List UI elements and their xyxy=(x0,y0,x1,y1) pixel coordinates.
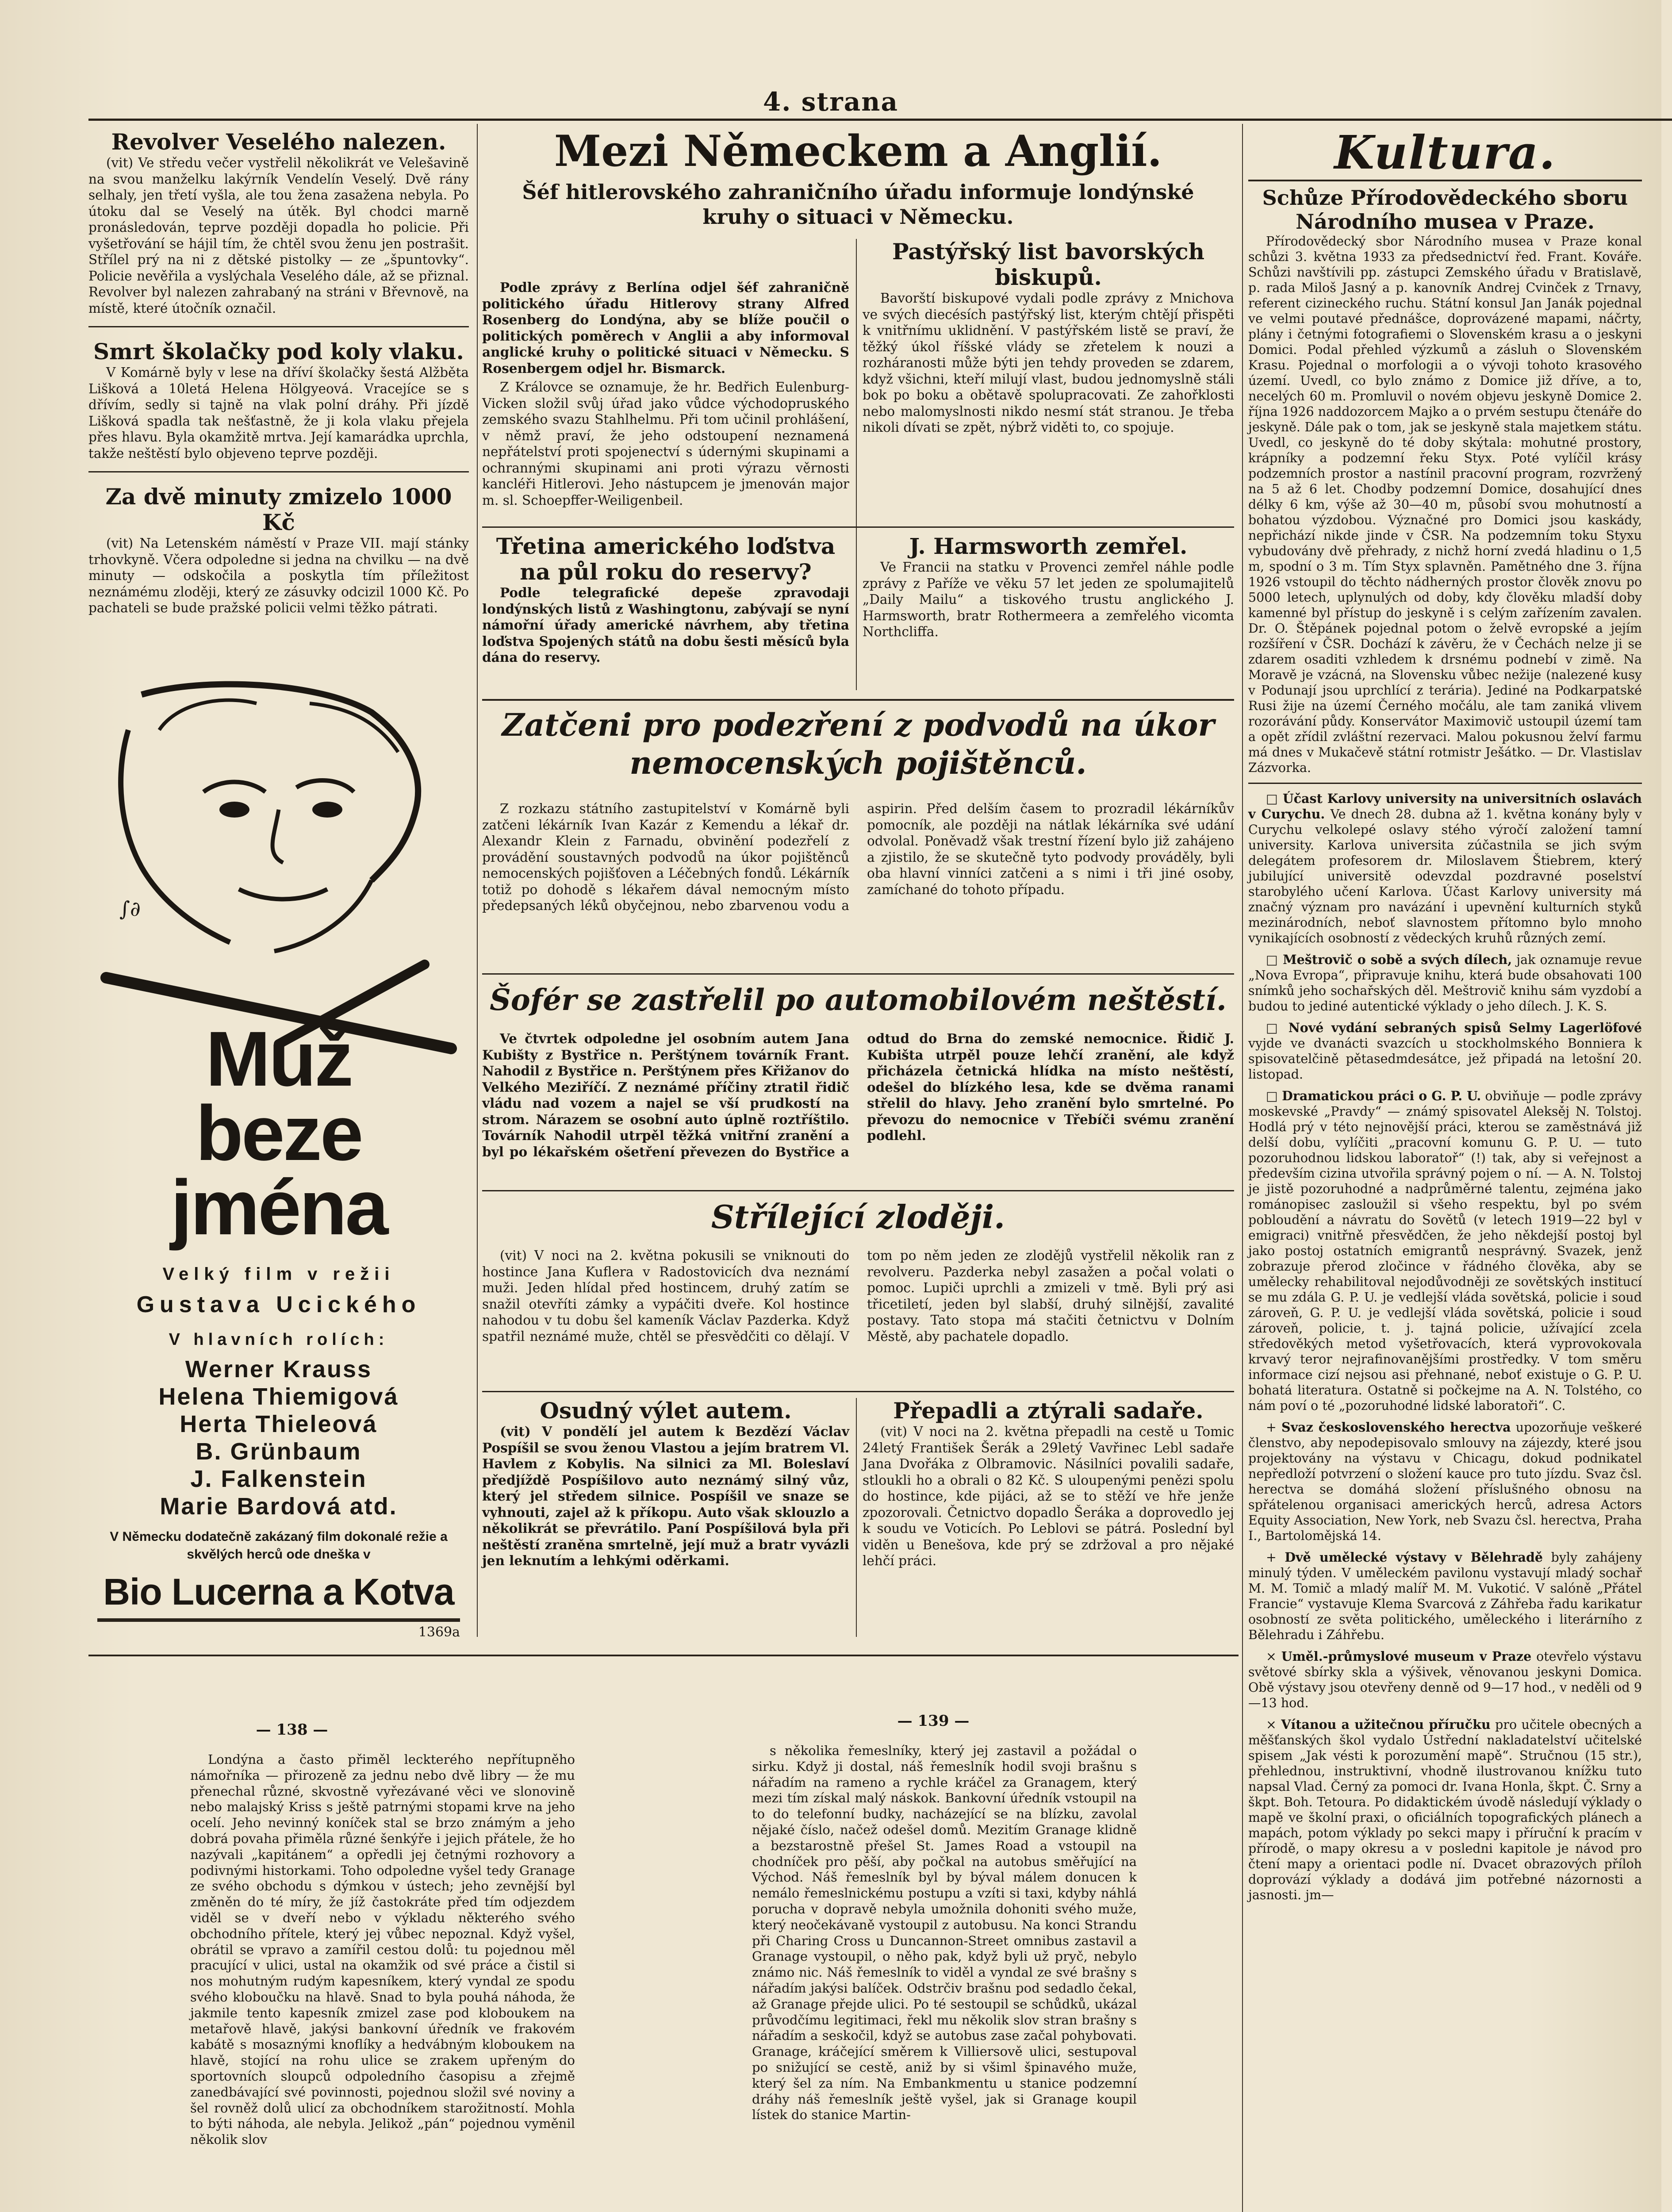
divider xyxy=(88,471,469,472)
ad-director-label: Velký film v režii xyxy=(162,1264,395,1284)
article-body: (vit) Ve středu večer vystřelil několikrát ve Velešavině na svou manželku lakýrník Vendelín Veselý. Dvě rány selhaly, jen třetí vyšla, ale tou žena zasažena nebyla. Po útoku dal se Veselý na útěk. Byl chodci marně pronásledován, teprve později dopadla ho policie. Při vyšetřování se hájil tím, že chtěl svou ženu jen postrašit. Střílel prý na ni z dětské pistolky — ze „špuntovky“. Policie nevěřila a vyslýchala Veselého dále, až se přiznal. Revolver byl nalezen zahrabaný na stráni v Břevnově, na místě, které útočník označil. xyxy=(88,155,469,316)
culture-news-item xyxy=(1248,1649,1642,1711)
divider xyxy=(482,973,1234,975)
article-title: J. Harmsworth zemřel. xyxy=(909,533,1188,559)
culture-header: Kultura. xyxy=(1334,125,1556,180)
article-title: Schůze Přírodovědeckého sboru Národního musea v Praze. xyxy=(1262,186,1628,234)
culture-news-list xyxy=(1248,791,1642,1903)
article-title: Šofér se zastřelil po automobilovém neštěstí. xyxy=(490,983,1227,1017)
svg-text:∫∂: ∫∂ xyxy=(119,897,141,921)
serial-text: s několika řemeslníky, který jej zastavil a požádal o sirku. Když ji dostal, náš řemeslník hodil svoji brašnu s nářadím na rameno a rychle kráčel za Granagem, který mezi tím získal malý náskok. Bankovní úředník vstoupil na to do telefonní budky, nacházející se na blízku, zavolal nějaké číslo, načež odešel domů. Mezitím Granage klidně a bezstarostně přešel St. James Road a vstoupil na chodníček pro pěší, aby počkal na autobus směřující na Východ. Náš řemeslník byl by býval málem donucen k nemálo řemeslnickému postupu a vzíti si taxi, kdyby náhlá porucha v dopravě nebyla umožnila dohoniti svého muže, který neočekávaně vystoupil z autobusu. Na konci Strandu při Charing Cross u Duncannon-Street omnibus zastavil a Granage vystoupil, o něho pak, když byli už pryč, nebylo známo nic. Náš řemeslník to viděl a vyndal ze své brašny s nářadím jakýsi balíček. Odstrčiv brašnu pod sedadlo čekal, až Granage přejde ulici. Po té sestoupil se schůdků, ukázal průvodčímu legitimaci, řekl mu několik slov stran brašny s nářadím a seskočil, když se autobus zase začal pohybovati. Granage, kráčející směrem k Villiersově ulici, sestupoval po snižující se cestě, aniž by si všiml špinavého muže, který šel za ním. Na Embankmentu u stanice podzemní dráhy náš řemeslník ještě vyšel, jak si Granage koupil lístek do stanice Martin- xyxy=(752,1743,1137,2123)
main-body: Z Královce se oznamuje, že hr. Bedřich Eulenburg-Vicken složil svůj úřad jako vůdce východopruského zemského svazu Stahlhelmu. Při tom učinil prohlášení, v němž praví, že jeho odstoupení neznamená nepřátelství proti spojenectví s údernými skupinami a ochrannými skupinami ani proti výrazu věrnosti kancléři Hitlerovi. Jeho nástupcem je jmenován major m. sl. Schoepffer-Weiligenbeil. xyxy=(482,380,849,508)
film-advertisement xyxy=(88,677,469,1640)
culture-news-item xyxy=(1248,1550,1642,1643)
culture-item-body: upozorňuje veškeré členstvo, aby nepodepisovalo smlouvy na zájezdy, které jsou projektovány na výstavu v Chicagu, dokud podnikatel nepředloží potvrzení o složení kauce pro tuto jízdu. Svaz čsl. herectva se domáhá složení příslušného obnosu na spřátelenou organisaci amerických herců, adresa Actors Equity Association, New York, neb Svazu čsl. herectva, Praha I., Bartolomějská 14. xyxy=(1248,1420,1642,1543)
main-headline: Mezi Německem a Anglií. xyxy=(554,126,1162,176)
ad-cast-member: Herta Thieleová xyxy=(180,1411,378,1437)
divider xyxy=(482,699,1234,701)
ad-cast-member: Werner Krauss xyxy=(185,1356,372,1382)
article-title: Za dvě minuty zmizelo 1000 Kč xyxy=(105,484,452,535)
culture-news-item xyxy=(1248,791,1642,946)
culture-item-title: Dramatickou práci o G. P. U. xyxy=(1282,1088,1481,1103)
culture-item-body: jak oznamuje revue „Nova Evropa“, připravuje knihu, která bude obsahovati 100 snímků jeho sochařských děl. Meštrovič knihu sám vyzdobí a budou to jediné autentické výklady o jeho dílech. J. K. S. xyxy=(1248,952,1642,1014)
article-title: Zatčeni pro podezření z podvodů na úkor nemocenských pojištěnců. xyxy=(502,707,1215,781)
culture-item-title: Dvě umělecké výstavy v Bělehradě xyxy=(1285,1550,1543,1565)
ad-cast-member: Marie Bardová atd. xyxy=(160,1493,398,1520)
culture-item-title: Nové vydání sebraných spisů Selmy Lagerlöfové xyxy=(1288,1020,1642,1035)
portrait-illustration xyxy=(88,677,469,987)
top-rule xyxy=(88,119,1672,121)
divider xyxy=(482,1391,1234,1392)
article-body: Podle telegrafické depeše zpravodaji londýnských listů z Washingtonu, zabývají se nyní námořní úřady americké návrhem, aby třetina loďstva Spojených států na dobu šesti měsíců byla dána do reservy. xyxy=(482,585,849,665)
bullet-icon: □ xyxy=(1266,952,1283,967)
culture-item-body: Ve dnech 28. dubna až 1. května konány byly v Curychu velkolepé oslavy stého výročí založení tamní university. Karlova universita zúčastnila se jich svým delegátem profesorem dr. Miloslavem Štiebrem, který jubilující universitě odevzdal pozdravné poselství starobylého učení Karlova. Účast Karlovy university má značný význam pro navázání i upevnění kulturních styků mezinárodních, neboť slavnostem přítomno bylo mnoho vynikajících osobností z vědeckých kruhů různých zemí. xyxy=(1248,807,1642,945)
article-title: Střílející zloději. xyxy=(711,1198,1005,1236)
zatceni-article xyxy=(482,801,1234,987)
ad-note: V Německu dodatečně zakázaný film dokonalé režie a skvělých herců ode dneška v xyxy=(110,1529,448,1562)
divider xyxy=(482,1190,1234,1191)
serial-text: Londýna a často přiměl leckterého nepřítupněho námořníka — přirozeně za jednu nebo dvě libry — že mu přenechal různé, skvostně vyřezávané věci ve slonovině nebo malajský Kriss s ještě patrnými stopami krve na jeho ocelí. Jeho nevinný koníček stal se brzo známým a jeho dobrá povaha přiměla různé šenkýře i jejich přátele, že ho nazývali „kapitánem“ a opředli jej četnými rozhovory a podivnými historkami. Toho odpoledne vyšel tedy Granage ze svého obchodu s dýmkou v ústech; jeho zevnější byl změněn do té míry, že jíž častokráte před tím odjezdem viděl se v dveří nebo v výkladu některého svého obchodního přítele, který jej vůbec nepoznal. Když vyšel, obrátil se vpravo a zamířil cestou dolů: tu pojednou měl pracující v ulici, ustal na okamžik od své práce a čistil si nos mohutným rudým kapesníkem, který vyndal ze spodu svého kloboučku na hlavě. Snad to byla pouhá náhoda, že jakmile tento kapesník zmizel zase pod kloboukem na metařově hlavě, jakýsi bankovní úředník ve frakovém kabátě s mosaznými knoflíky a hedvábným kloboukem na hlavě, stojící na rohu ulice se zrakem upřeným do sportovních sloupců odpoledního časopisu a zřejmě zanedbávající své povinnosti, pojednou složil své noviny a šel rovněž dolů ulicí za obchodníkem starožitností. Mohla to býti náhoda, ale nebyla. Jelikož „pán“ pojednou vyměnil několik slov xyxy=(190,1752,575,2147)
culture-item-body: byly zahájeny minulý týden. V uměleckém pavilonu vystavují mladý sochař M. M. Tomič a mladý malíř M. M. Vukotić. V salóně „Přátel Francie“ vystavuje Klema Svarcová z Záhřeba řadu karikatur osobností ze světa politického, uměleckého i literárního z Bělehradu i Záhřebu. xyxy=(1248,1550,1642,1642)
article-body: Ve Francii na statku v Provenci zemřel náhle podle zprávy z Paříže ve věku 57 let jeden ze spolumajitelů „Daily Mailu“ a tiskového trustu anglického J. Harmsworth, bratr Rothermeera a zemřelého vicomta Northcliffa. xyxy=(863,560,1234,639)
divider xyxy=(482,526,1234,528)
article-title: Osudný výlet autem. xyxy=(540,1398,792,1424)
bullet-icon: □ xyxy=(1266,1089,1282,1103)
culture-news-item xyxy=(1248,1420,1642,1544)
column-rule xyxy=(1242,124,1243,2212)
culture-column xyxy=(1248,125,1642,2212)
divider xyxy=(88,1655,1239,1656)
article-title: Pastýřský list bavorských biskupů. xyxy=(892,238,1204,290)
ad-cast-member: J. Falkenstein xyxy=(190,1466,367,1492)
strilejici-headline xyxy=(482,1197,1234,1241)
prepadli-article xyxy=(863,1398,1234,1646)
page-header: 4. strana xyxy=(763,87,899,117)
culture-item-body: pro učitele obecných a měšťanských škol vydalo Ústřední nakladatelství učitelské spisem „Jak vésti k porozumění mapě“. Stručnou (15 str.), přehlednou, instruktivní, vhodně ilustrovanou knížku tuto napsal Vlad. Černý za pomoci dr. Ivana Honla, škpt. Č. Srny a škpt. Boh. Tetoura. Po didaktickém úvodě následují výklady o mapě ve školní praxi, o oficiálních topografických plánech a mapách, potom výklady po sekci mapy i příruční k pracím v přírodě, o mapy okresu a v posledni kapitole je návod pro čtení mapy a orientaci podle ní. Dvacet obrazových příloh doprovází výklady a dodává jim potřebné názornosti a jasnosti. jm— xyxy=(1248,1717,1642,1902)
culture-news-item xyxy=(1248,1088,1642,1413)
main-subtitle: Šéf hitlerovského zahraničního úřadu informuje londýnské kruhy o situaci v Německu. xyxy=(522,180,1194,229)
divider xyxy=(88,326,469,327)
culture-item-title: Uměl.-průmyslové museum v Praze xyxy=(1281,1649,1532,1664)
culture-item-body: otevřelo výstavu světové sbírky skla a výšivek, věnovanou jeskyni Domica. Obě výstavy jsou otevřeny denně od 9—17 hod., v neděli od 9—13 hod. xyxy=(1248,1649,1642,1710)
culture-news-item xyxy=(1248,952,1642,1014)
column-rule xyxy=(477,124,478,1637)
culture-news-item xyxy=(1248,1020,1642,1082)
bullet-icon: × xyxy=(1266,1717,1281,1732)
tretina-article xyxy=(482,534,849,702)
serial-page-number: — 138 — xyxy=(256,1721,328,1739)
sofer-headline xyxy=(482,980,1234,1025)
divider xyxy=(1248,180,1642,181)
bullet-icon: + xyxy=(1266,1550,1285,1565)
ad-cast-member: B. Grünbaum xyxy=(196,1438,362,1465)
ad-cast-member: Helena Thiemigová xyxy=(158,1383,399,1410)
divider xyxy=(1248,783,1642,784)
ad-cast-list xyxy=(88,1356,469,1520)
article-title: Smrt školačky pod koly vlaku. xyxy=(93,338,464,365)
bullet-icon: □ xyxy=(1266,1021,1289,1035)
harmsworth-article xyxy=(863,534,1234,702)
culture-item-title: Meštrovič o sobě a svých dílech, xyxy=(1283,952,1512,967)
ad-film-title: beze jména xyxy=(170,1090,387,1251)
sofer-article xyxy=(482,1031,1234,1217)
article-body: (vit) V pondělí jel autem k Bezdězí Václav Pospíšil se svou ženou Vlastou a jejím bratrem Vl. Havlem z Kobylis. Na silnici za Ml. Boleslaví předjíždě Pospíšilovo auto neznámý silný vůz, který jel středem silnice. Pospíšil ve snaze se vyhnouti, zajel až k příkopu. Auto však sklouzlo a několikrát se převrátilo. Paní Pospíšilová byla při neštěstí zraněna smrtelně, její muž a bratr vyvázli jen leknutím a lehkými oděrkami. xyxy=(482,1424,849,1568)
article-body: Z rozkazu státního zastupitelství v Komárně byli zatčeni lékárník Ivan Kazár z Kemendu a lékař dr. Alexandr Klein z Farnadu, obvinění podezřelí z provádění soustavných podvodů na úkor pojištěnců nemocenských pojišťoven a Léčebných fondů. Lékárník totiž po dohodě s lékařem dával nemocným místo předepsaných léků obyčejnou, nebo zbarvenou vodu a aspirin. Před delším časem to prozradil lékárníkův pomocník, ale později na nátlak lékárníka své udání odvolal. Poněvadž však trestní řízení bylo již zahájeno a zjistilo, že se skutečně tyto podvody prováděly, byli oba hlavní vinníci zatčeni a s nimi i tři jiné osoby, zamíchané do tohoto případu. xyxy=(482,801,1234,913)
culture-item-title: Účast Karlovy university na universitních oslavách v Curychu. xyxy=(1248,791,1642,822)
article-title: Přepadli a ztýrali sadaře. xyxy=(893,1398,1204,1424)
culture-item-body: vyjde ve dvanácti svazcích u stockholmského Bonniera k spisovatelčině pětasedmdesátce, jež připadá na letošní 20. listopad. xyxy=(1248,1036,1642,1082)
strilejici-article xyxy=(482,1248,1234,1402)
article-body: V Komárně byly v lese na dříví školačky šestá Alžběta Lišková a 10letá Helena Hölgyeová. Vracejíce se s dřívím, sedly si tajně na vlak polní dráhy. Při jízdě Lišková spadla tak nešťastně, že ji kola vlaku přejela přes hlavu. Byla okamžitě mrtva. Její kamarádka uprchla, takže neštěstí bylo objeveno teprve později. xyxy=(88,365,469,461)
ad-number: 1369a xyxy=(418,1624,460,1640)
culture-item-title: Vítanou a užitečnou příručku xyxy=(1281,1717,1491,1732)
zatceni-headline xyxy=(482,706,1234,786)
article-body: Bavorští biskupové vydali podle zprávy z Mnichova ve svých diecésích pastýřský list, kterým chtějí přispěti k vnitřnímu uklidnění. V pastýřském listě se praví, že těžký úkol říšské vlády se zřetelem k nouzi a rozháranosti může býti jen tehdy proveden se zdarem, když všichni, kteří milují vlast, budou jednomyslně stáli bok po boku a obětavě spolupracovati. Ze zahořklosti nebo malomyslnosti nikdo nesmí stát stranou. Je třeba nikoli dívati se zpět, nýbrž viděti to, co spojuje. xyxy=(863,291,1234,435)
main-article xyxy=(482,280,849,527)
article-body: (vit) Na Letenském náměstí v Praze VII. mají stánky trhovkyně. Včera odpoledne si jedna na chvilku — na dvě minuty — odskočila a poskytla tím příležitost neznámému zloději, který ze zásuvky odcizil 1000 Kč. Po pachateli se bude pražské policii velmi těžko pátrati. xyxy=(88,536,469,615)
culture-item-body: obviňuje — podle zprávy moskevské „Pravdy“ — známý spisovatel Aleksěj N. Tolstoj. Hodlá prý v této nejnovější práci, kterou se zaměstnává již delší dobu, vylíčiti „pracovní komunu G. P. U. — tuto pozoruhodnou lidskou laboratoř“ (!) tak, aby si veřejnost a především cizina utvořila správný pojem o ní. — A. N. Tolstoj je jistě pozoruhodné a nadprůměrné talentu, zejména jako románopisec zasloužil si všeho respektu, byl po svém pobloudění a návratu do Sovětů (v letech 1919—22 byl v emigraci) vnitřně přesvědčen, že jeho někdejší postoj byl jako postoj ostatních emigrantů nesprávný. Svazek, jenž zobrazuje přerod zločince v řádného člověka, aby se umělecky rehabilitoval nejodůvodněji ze sovětských institucí se mu zdála G. P. U. je vedlejší vláda sovětská, policie i soud zároveň, G. P. U. je vedlejší vláda sovětská, policie i soud zároveň, policie, t. j. tajná policie, užívající zcela středověkých metod vyšetřovacích, která vyprovokovala krvavý teror nejrafinovanějšími prostředky. V tom směru informace cizí nejsou asi přehnané, neboť existuje o G. P. U. bohatá literatura. Ostatně si počkejme na A. N. Tolstého, co nám poví o té „pozoruhodné lidské laboratoři“. C. xyxy=(1248,1089,1642,1413)
ad-rule xyxy=(97,1618,460,1622)
pastyr-article xyxy=(863,239,1234,526)
article-title: Revolver Veselého nalezen. xyxy=(111,129,446,155)
bullet-icon: + xyxy=(1266,1420,1282,1435)
ad-cinema: Bio Lucerna a Kotva xyxy=(103,1571,454,1613)
column-rule xyxy=(856,239,857,690)
culture-news-item xyxy=(1248,1717,1642,1903)
article-title: Třetina amerického loďstva na půl roku do reservy? xyxy=(496,533,836,585)
column-rule xyxy=(856,1398,857,1637)
osudny-article xyxy=(482,1398,849,1646)
article-body: Ve čtvrtek odpoledne jel osobním autem Jana Kubišty z Bystřice n. Perštýnem továrník Frant. Nahodil z Bystřice n. Perštýnem přes Křižanov do Velkého Meziříčí. Z neznámé příčiny ztratil řidič vládu nad vozem a najel se vší prudkostí na strom. Nárazem se osobní auto úplně roztříštilo. Továrník Nahodil utrpěl těžká vnitřní zranění a byl po lékařském ošetření převezen do Bystřice a odtud do Brna do zemské nemocnice. Řidič J. Kubišta utrpěl pouze lehčí zranění, ale když přicházela četnická hlídka na místo neštěstí, odešel do blízkého lesa, kde se dvěma ranami střelil do hlavy. Jeho zranění bylo smrtelné. Po převozu do nemocnice v Třebíči svému zranění podlehl. xyxy=(482,1031,1234,1160)
serial-column-right xyxy=(752,1743,1137,2212)
serial-column-left xyxy=(190,1752,575,2212)
culture-item-title: Svaz československého herectva xyxy=(1281,1420,1511,1435)
ad-film-title: Muž xyxy=(205,1016,352,1102)
left-column-news xyxy=(88,129,469,669)
article-body: (vit) V noci na 2. května pokusili se vniknouti do hostince Jana Kuflera v Radostovicích dva neznámí muži. Jeden hlídal před hostincem, druhý zatím se snažil otevříti zámky a vypáčiti dveře. Kol hostince nahodou v tu dobu šel kameník Václav Pazderka. Když spatřil neznámé muže, chtěl se přesvědčiti co dělají. V tom po něm jeden ze zlodějů vystřelil několik ran z revolveru. Pazderka nebyl zasažen a počal volati o pomoc. Lupiči uprchli a zmizeli v tmě. Byli prý asi třicetiletí, jeden byl slabší, druhý silnější, zavalité postavy. Tato stopa má stačiti četnictvu v Dolním Městě, aby pachatele dopadlo. xyxy=(482,1248,1234,1344)
bullet-icon: × xyxy=(1266,1649,1281,1664)
bullet-icon: □ xyxy=(1266,791,1283,806)
ad-roles-label: V hlavních rolích: xyxy=(169,1330,389,1349)
ad-director-name: Gustava Ucického xyxy=(136,1292,421,1317)
main-lead: Podle zprávy z Berlína odjel šéf zahraničně politického úřadu Hitlerovy strany Alfred Rosenberg do Londýna, aby se blíže poučil o politických poměrech v Anglii a aby informoval anglické kruhy o politické situaci v Německu. S Rosenbergem odjel hr. Bismarck. xyxy=(482,280,849,376)
article-body: (vit) V noci na 2. května přepadli na cestě u Tomic 24letý František Šerák a 29letý Vavřinec Lebl sadaře Jana Dvořáka z Olbramovic. Násilníci povalili sadaře, stloukli ho a obrali o 82 Kč. S uloupenými penězi spolu do hostince, kde pijáci, až se to stěží ve hře jenže zpozorovali. Četnictvo dopadlo Šeráka a doprovedlo jej k soudu ve Voticích. Po Leblovi se pátrá. Poslední byl viděn u Benešova, kde prý se zdržoval a pro nějaké lehčí práci. xyxy=(863,1424,1234,1568)
serial-page-number: — 139 — xyxy=(897,1712,970,1730)
article-body: Přírodovědecký sbor Národního musea v Praze konal schůzi 3. května 1933 za předsednictví řed. Frant. Kováře. Schůzi navštívili pp. zástupci Zemského úřadu v Bratislavě, p. rada Miloš Jasný a p. kanovník Andrej Cvinček z Trnavy, referent cizineckého ruchu. Státní konsul Jan Janák pojednal ve velmi poutavé přednášce, doprovázené mapami, náčrty, plány i četnými fotografiemi o Slovenském krasu a o jeskyni Domici. Podal přehled výzkumů a zásluh o Slovenském Krasu. Pojednal o morfologii a o vývoji tohoto krasového území. Uvedl, co bylo známo z Domice již dříve, a to, necelých 60 m. Promluvil o novém objevu jeskyně Domice 2. října 1926 naddozorcem Majko a o prvém sestupu čtenáře do jeskyně. Dále pak o tom, jak se jeskyně stala majetkem státu. Uvedl, co jeskyně do té doby skýtala: mohutné prostory, krápníky a podzemní řeku Styx. Poté vylíčil krásy podzemních prostor a nastínil pracovní program, rozvržený na 5 až 6 let. Chodby podzemní Domice, dosahující dnes délky 6 km, výše až 30—40 m, působí svou mohutností a bohatou výzdobou. Význačné pro Domici jsou kaskády, nepřichází nikde jinde v ČSR. Na podzemním toku Styxu vybudovány dvě přehrady, z nichž horní zvedá hladinu o 1,5 m, spodní o 3 m. Tím Styx splavněn. Pamětného dne 3. října 1926 vstoupil do těchto nádherných prostor člověk znovu po 5000 letech, uplynulých od doby, kdy člověku mladší doby kamenné byl přístup do jeskyně i s celým zařízením zavalen. Dr. O. Štěpánek pojednal potom o želvě evropské a jejím rozšíření v ČSR. Dochází k závěru, že v Čechách nelze ji se zdarem osaditi vzhledem k drsnému podnebí v zimě. Na Moravě je vzácná, na Slovensku vůbec nežije (nalezené kusy v Podunají jsou uprchlící z terária). Jediné na Podkarpatské Rusi žije na území Černého močálu, ale tam zaniká vlivem rozorávání půdy. Konservátor Maximovič ustoupil území tam a opět zřídil zvláštní rezervaci. Malou pokusnou želví farmu má dnes v Mukačevě státní rotmistr Ješátko. — Dr. Vlastislav Zázvorka. xyxy=(1248,234,1642,775)
